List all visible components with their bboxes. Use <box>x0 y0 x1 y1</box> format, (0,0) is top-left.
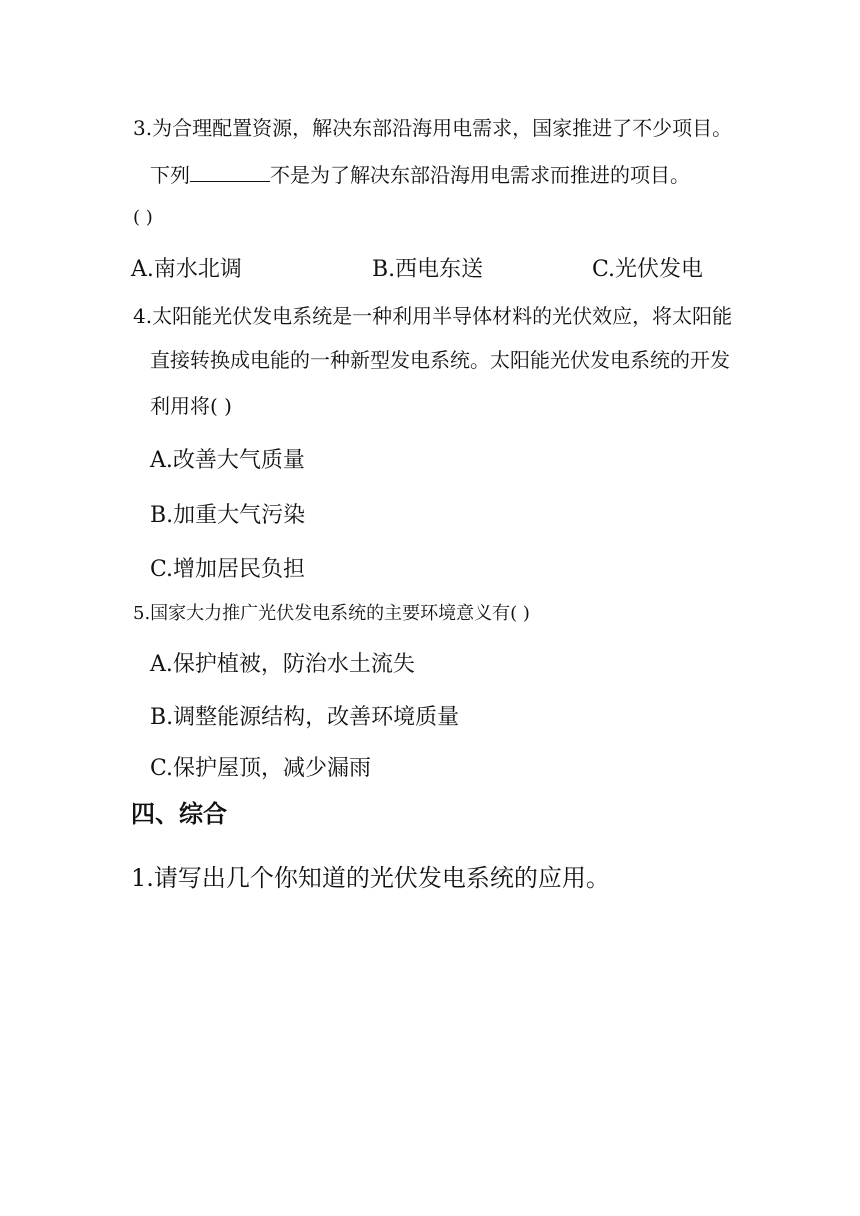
q5-option-b: B.调整能源结构，改善环境质量 <box>150 705 460 730</box>
q4-line-2: 直接转换成电能的一种新型发电系统。太阳能光伏发电系统的开发 <box>150 348 730 372</box>
q3-line-2-before: 下列 <box>150 163 190 187</box>
section-heading: 四、综合 <box>131 800 227 828</box>
q3-answer-paren: ( ) <box>133 207 153 228</box>
q5-option-c: C.保护屋顶，减少漏雨 <box>150 756 372 781</box>
q3-option-a: A.南水北调 <box>131 257 242 282</box>
q3-option-b: B.西电东送 <box>372 257 484 282</box>
q4-line-1: 4.太阳能光伏发电系统是一种利用半导体材料的光伏效应，将太阳能 <box>133 304 733 328</box>
q4-line-3: 利用将( ) <box>150 394 232 418</box>
q4-option-b: B.加重大气污染 <box>150 503 306 528</box>
section4-question-1: 1.请写出几个你知道的光伏发电系统的应用。 <box>131 864 610 892</box>
q4-option-a: A.改善大气质量 <box>150 448 305 473</box>
q3-line-2 <box>150 163 690 185</box>
q5-line-1: 5.国家大力推广光伏发电系统的主要环境意义有( ) <box>133 603 530 624</box>
q3-line-2-after: 不是为了解决东部沿海用电需求而推进的项目。 <box>270 163 690 187</box>
q5-option-a: A.保护植被，防治水土流失 <box>150 652 415 677</box>
q4-option-c: C.增加居民负担 <box>150 557 306 582</box>
answer-blank <box>190 163 270 182</box>
q3-line-1: 3.为合理配置资源，解决东部沿海用电需求，国家推进了不少项目。 <box>133 116 733 140</box>
q3-option-c: C.光伏发电 <box>592 257 704 282</box>
